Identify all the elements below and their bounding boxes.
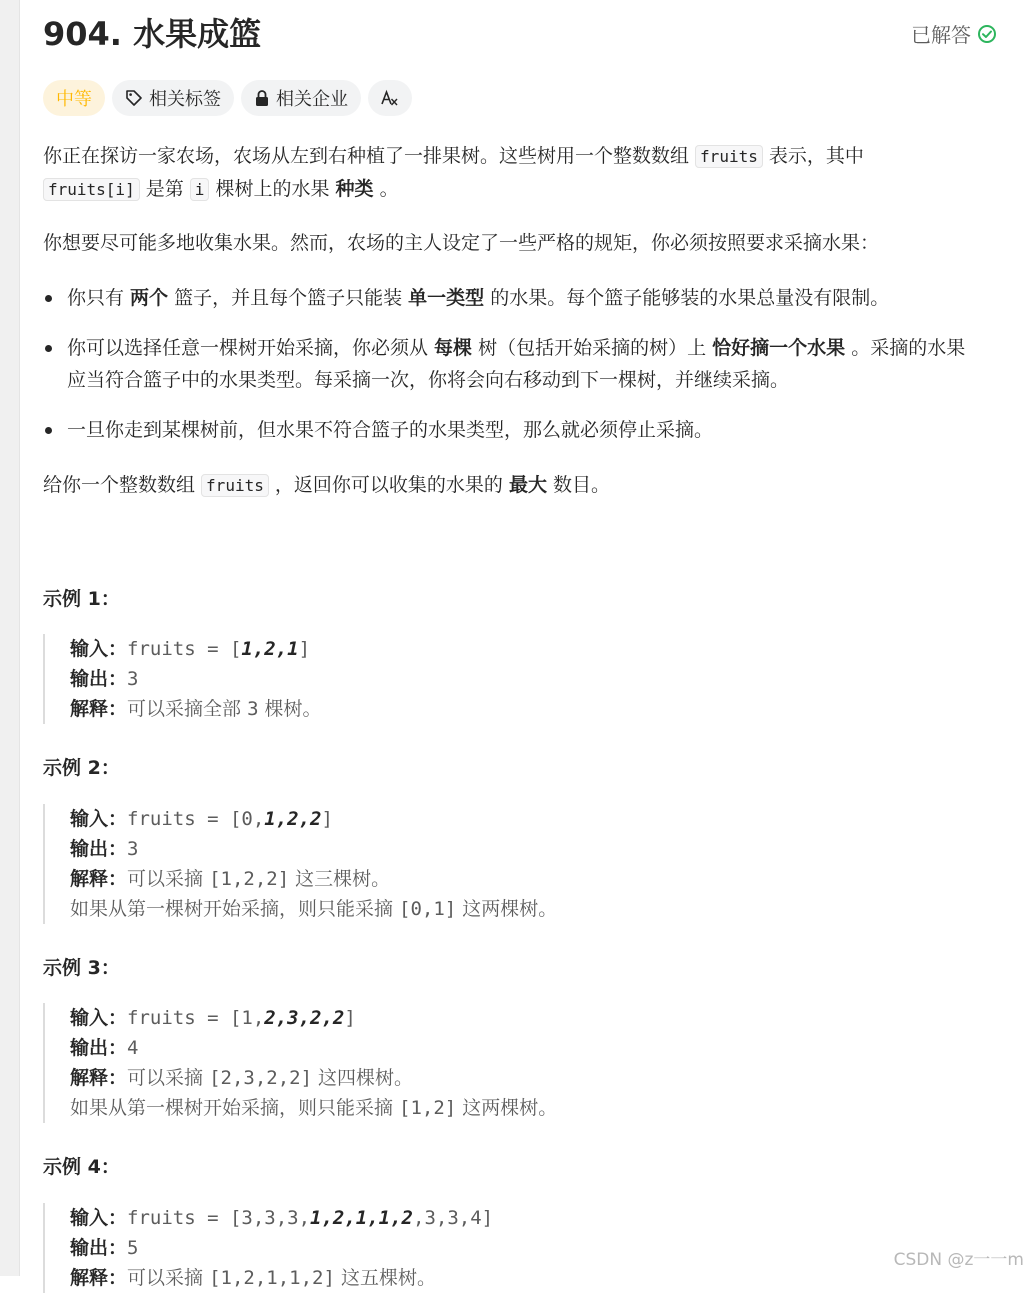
example-explanation: 解释：可以采摘 [1,2,2] 这三棵树。: [70, 868, 391, 890]
related-tags-button[interactable]: [112, 80, 234, 116]
example-explanation: 解释：可以采摘全部 3 棵树。: [70, 698, 322, 720]
translate-icon: [380, 89, 400, 107]
bullet-icon: [45, 345, 52, 352]
tag-bar: [43, 80, 412, 116]
solved-label: 已解答: [911, 23, 971, 47]
example-4-title: 示例 4：: [43, 1156, 120, 1178]
example-explanation-extra: 如果从第一棵树开始采摘，则只能采摘 [0,1] 这两棵树。: [70, 898, 558, 920]
list-item: 一旦你走到某棵树前，但水果不符合篮子的水果类型，那么就必须停止采摘。: [43, 414, 983, 446]
code-i: i: [190, 178, 210, 201]
description-paragraph-1: 你正在探访一家农场，农场从左到右种植了一排果树。这些树用一个整数数组 fruits 表示，其中 fruits[i] 是第 i 棵树上的水果 种类 。: [43, 145, 864, 200]
difficulty-label: 中等: [56, 89, 92, 110]
check-circle-icon: [977, 24, 997, 44]
example-3-title: 示例 3：: [43, 957, 120, 979]
example-2-title: 示例 2：: [43, 757, 120, 779]
code-fruits: fruits: [201, 474, 269, 497]
related-tags-label: 相关标签: [149, 89, 221, 110]
example-1-block: [43, 634, 322, 724]
left-rail: [0, 0, 20, 1276]
code-fruits-i: fruits[i]: [43, 178, 140, 201]
example-input: 输入：fruits = [0,1,2,2]: [70, 808, 333, 830]
page-title: 904. 水果成篮: [43, 15, 262, 53]
list-item: 你可以选择任意一棵树开始采摘，你必须从 每棵 树（包括开始采摘的树）上 恰好摘一个水果 。采摘的水果应当符合篮子中的水果类型。每采摘一次，你将会向右移动到下一棵树，并继续采摘。: [43, 332, 983, 396]
bullet-icon: [45, 295, 52, 302]
related-companies-label: 相关企业: [276, 89, 348, 110]
lock-icon: [254, 89, 270, 107]
example-explanation-extra: 如果从第一棵树开始采摘，则只能采摘 [1,2] 这两棵树。: [70, 1097, 558, 1119]
example-input: 输入：fruits = [3,3,3,1,2,1,1,2,3,3,4]: [70, 1207, 494, 1229]
example-2-block: [43, 804, 557, 924]
related-companies-button[interactable]: [241, 80, 361, 116]
example-1-title: 示例 1：: [43, 588, 120, 610]
example-input: 输入：fruits = [1,2,3,2,2]: [70, 1007, 356, 1029]
example-output: 输出：3: [70, 668, 139, 690]
description-paragraph-3: 给你一个整数数组 fruits ，返回你可以收集的水果的 最大 数目。: [43, 474, 610, 496]
description-paragraph-2: 你想要尽可能多地收集水果。然而，农场的主人设定了一些严格的规矩，你必须按照要求采摘水果：: [43, 232, 880, 254]
example-explanation: 解释：可以采摘 [2,3,2,2] 这四棵树。: [70, 1067, 414, 1089]
example-output: 输出：4: [70, 1037, 139, 1059]
code-fruits: fruits: [695, 145, 763, 168]
translate-button[interactable]: [368, 80, 412, 116]
example-4-block: [43, 1203, 493, 1293]
bullet-icon: [45, 427, 52, 434]
rules-list: [43, 282, 983, 464]
list-item: 你只有 两个 篮子，并且每个篮子只能装 单一类型 的水果。每个篮子能够装的水果总量没有限制。: [43, 282, 983, 314]
solved-status: [911, 19, 997, 48]
example-input: 输入：fruits = [1,2,1]: [70, 638, 311, 660]
example-output: 输出：3: [70, 838, 139, 860]
tag-icon: [125, 89, 143, 107]
example-output: 输出：5: [70, 1237, 139, 1259]
example-explanation: 解释：可以采摘 [1,2,1,1,2] 这五棵树。: [70, 1267, 436, 1289]
difficulty-badge[interactable]: [43, 80, 105, 116]
watermark: CSDN @z一一m: [893, 1250, 1024, 1270]
example-3-block: [43, 1003, 557, 1123]
